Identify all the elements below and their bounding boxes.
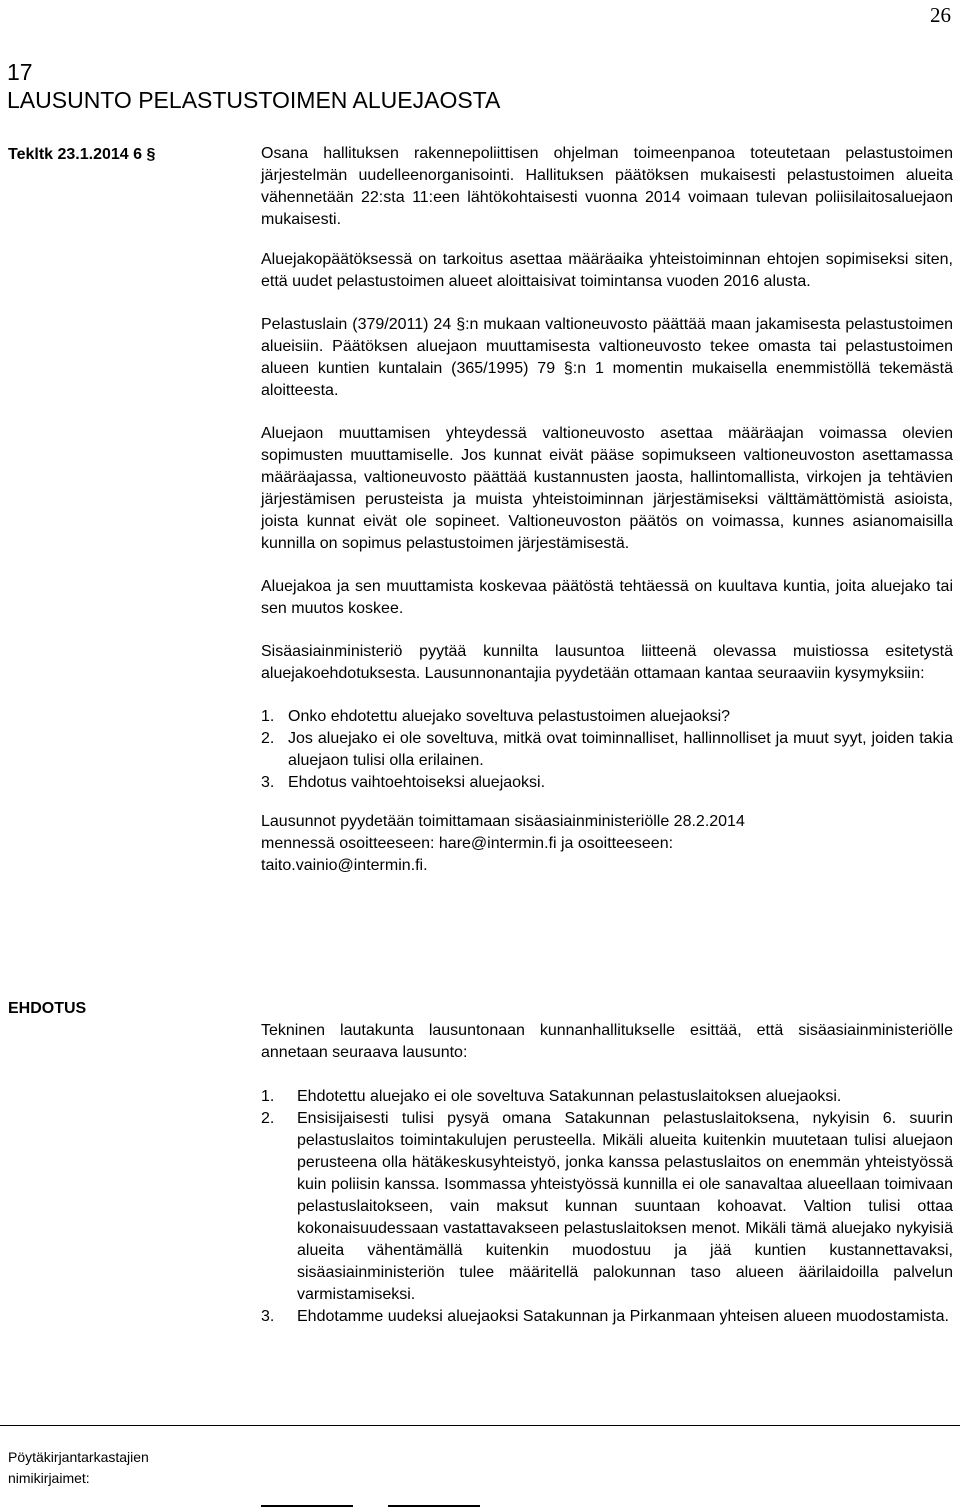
- list-item-number: 2.: [261, 1110, 275, 1127]
- address-block: [261, 811, 953, 877]
- proposal-list: [261, 1086, 953, 1328]
- paragraph-2: Aluejakopäätöksessä on tarkoitus asettaa määräaika yhteistoiminnan ehtojen sopimiseksi siten, että uudet pelastustoimen alueet aloittaisivat toimintansa vuoden 2016 alusta.: [261, 251, 953, 290]
- question-list: [261, 706, 953, 794]
- proposal-column: [261, 1020, 953, 1328]
- paragraph-5: Aluejakoa ja sen muuttamista koskevaa päätöstä tehtäessä on kuultava kuntia, joita aluejako tai sen muutos koskee.: [261, 578, 953, 617]
- section-heading: [7, 58, 500, 114]
- list-item-number: 2.: [261, 730, 275, 747]
- address-line: Lausunnot pyydetään toimittamaan sisäasiainministeriölle 28.2.2014: [261, 813, 745, 830]
- paragraph-6: Sisäasiainministeriö pyytää kunnilta lausuntoa liitteenä olevassa muistiossa esitetystä aluejakoehdotuksesta. Lausunnonantajia pyydetään ottamaan kantaa seuraaviin kysymyksiin:: [261, 643, 953, 682]
- list-item-text: Jos aluejako ei ole soveltuva, mitkä ovat toiminnalliset, hallinnolliset ja muut syyt, joiden takia aluejaon tulisi olla erilainen.: [288, 730, 953, 769]
- page-number: 26: [930, 3, 951, 27]
- address-line: mennessä osoitteeseen: hare@intermin.fi ja osoitteeseen:: [261, 835, 674, 852]
- body-column: [261, 143, 953, 877]
- list-item: [261, 772, 953, 794]
- paragraph-3: Pelastuslain (379/2011) 24 §:n mukaan valtioneuvosto päättää maan jakamisesta pelastustoimen alueisiin. Päätöksen aluejaon muuttamisesta valtioneuvosto tekee omasta tai pelastustoimen alueen kuntien kuntalain (365/1995) 79 §:n 1 momentin mukaisella enemmistöllä tekemästä aloitteesta.: [261, 316, 953, 399]
- list-item: [261, 1108, 953, 1306]
- meeting-reference: Tekltk 23.1.2014 6 §: [8, 146, 156, 163]
- list-item-text: Ehdotus vaihtoehtoiseksi aluejaoksi.: [288, 774, 546, 791]
- address-line: taito.vainio@intermin.fi.: [261, 857, 428, 874]
- list-item-number: 3.: [261, 1308, 275, 1325]
- list-item: [261, 728, 953, 772]
- signature-line: [261, 1505, 353, 1507]
- footer-divider: [0, 1425, 960, 1426]
- list-item-text: Ensisijaisesti tulisi pysyä omana Satakunnan pelastuslaitoksena, nykyisin 6. suurin pelastuslaitos toimintakulujen perusteella. Mikäli alueita kuitenkin muutetaan tulisi aluejaon perusteena olla hätäkeskusyhteistyö, jonka kanssa pelastuslaitos on enemmän yhteistyössä kuin poliisin kanssa. Isommassa yhteistyössä kunnilla ei ole sanavaltaa alueellaan toimivaan pelastuslaitokseen, vain maksut kunnan suuntaan kohoavat. Valtion tulisi ottaa kokonaisuudessaan vastattavakseen pelastuslaitoksen menot. Mikäli tämä aluejako nykyisiä alueita vähentämällä kuitenkin muodostuu ja jää kuntien kustannettavaksi, sisäasiainministeriön tulee määritellä palokunnan taso alueen äärilaidoilla palvelun varmistamiseksi.: [297, 1110, 953, 1303]
- list-item-text: Onko ehdotettu aluejako soveltuva pelastustoimen aluejaoksi?: [288, 708, 731, 725]
- paragraph-1: Osana hallituksen rakennepoliittisen ohjelman toimeenpanoa toteutetaan pelastustoimen järjestelmän uudelleenorganisointi. Hallituksen päätöksen mukaisesti pelastustoimen alueita vähennetään 22:sta 11:een lähtökohtaisesti vuonna 2014 voimaan tulevan poliisilaitosaluejaon mukaisesti.: [261, 145, 953, 228]
- footer-label: Pöytäkirjantarkastajien nimikirjaimet:: [8, 1449, 149, 1486]
- list-item-number: 3.: [261, 774, 275, 791]
- proposal-intro: Tekninen lautakunta lausuntonaan kunnanhallitukselle esittää, että sisäasiainministeriölle annetaan seuraava lausunto:: [261, 1022, 953, 1061]
- list-item-number: 1.: [261, 1088, 275, 1105]
- signature-line: [388, 1505, 480, 1507]
- paragraph-4: Aluejaon muuttamisen yhteydessä valtioneuvosto asettaa määräajan voimassa olevien sopimusten muuttamiselle. Jos kunnat eivät pääse sopimukseen valtioneuvoston asettamassa määräajassa, valtioneuvosto päättää kustannusten jaosta, hallintomallista, virkojen ja tehtävien järjestämisen perusteista ja muista yhteistoiminnan järjestämiseksi välttämättömistä asioista, joista kunnat eivät ole sopineet. Valtioneuvoston päätös on voimassa, kunnes asianomaisilla kunnilla on sopimus pelastustoimen järjestämisestä.: [261, 425, 953, 552]
- list-item-text: Ehdotettu aluejako ei ole soveltuva Satakunnan pelastuslaitoksen aluejaoksi.: [297, 1088, 842, 1105]
- list-item-number: 1.: [261, 708, 275, 725]
- section-title: LAUSUNTO PELASTUSTOIMEN ALUEJAOSTA: [7, 87, 501, 113]
- list-item-text: Ehdotamme uudeksi aluejaoksi Satakunnan ja Pirkanmaan yhteisen alueen muodostamista.: [297, 1308, 949, 1325]
- list-item: [261, 1086, 953, 1108]
- list-item: [261, 1306, 953, 1328]
- list-item: [261, 706, 953, 728]
- section-number: 17: [7, 59, 33, 85]
- proposal-label: EHDOTUS: [8, 1000, 87, 1017]
